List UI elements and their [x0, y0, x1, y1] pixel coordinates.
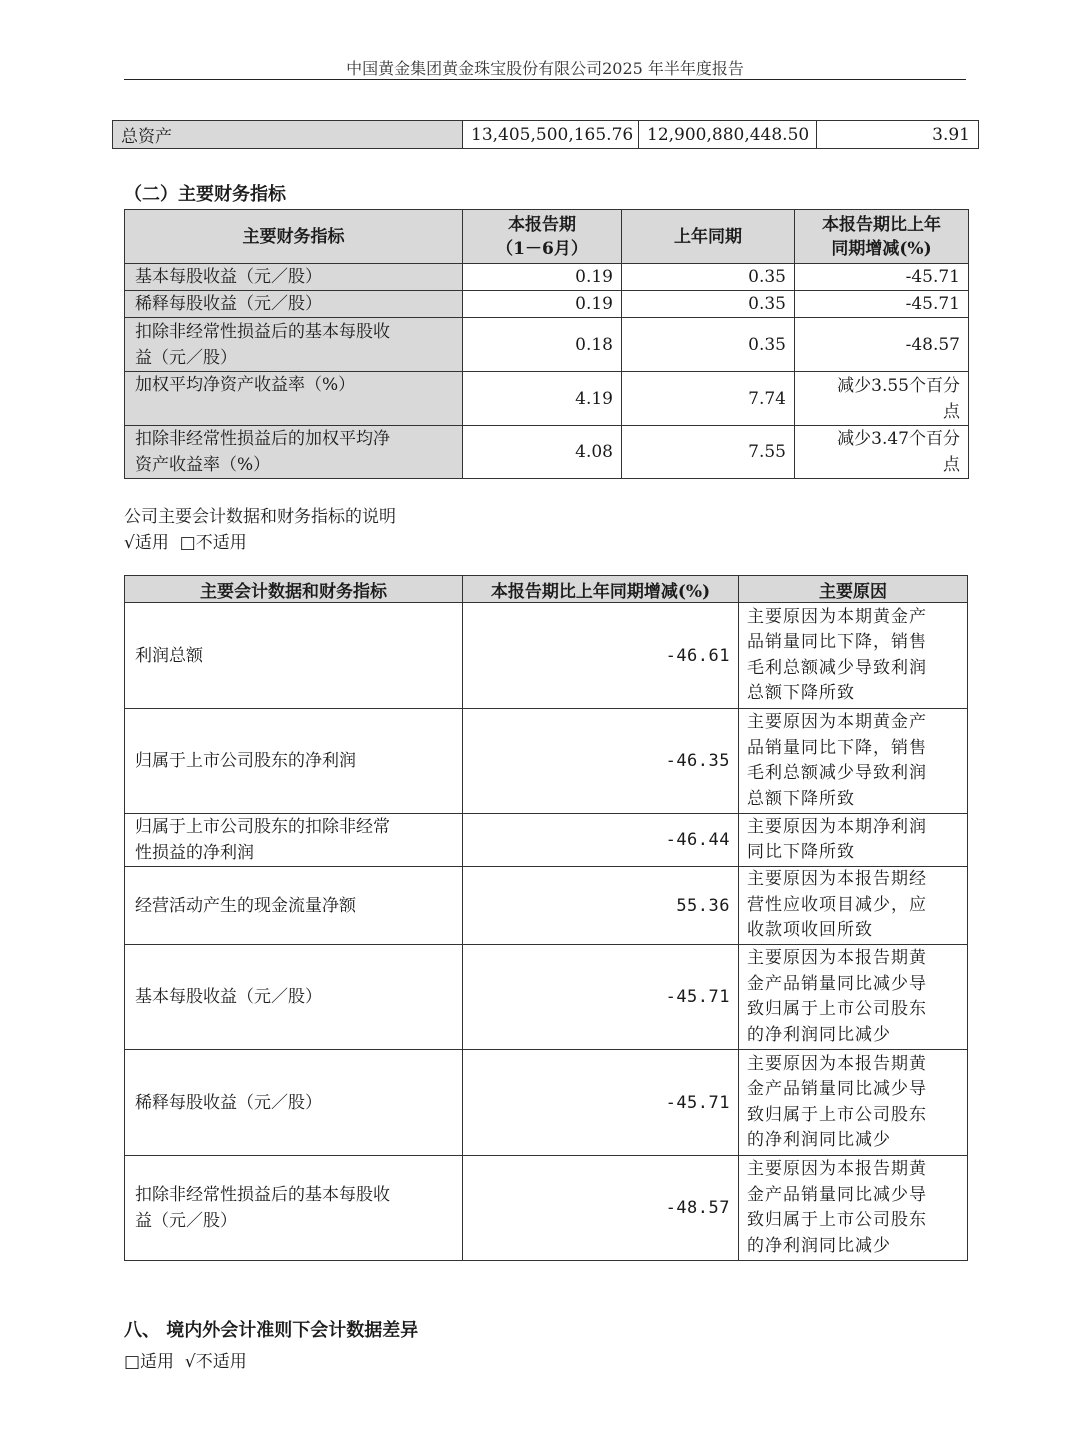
row-reason: [739, 709, 968, 814]
table-row: [113, 121, 979, 149]
table-row: [125, 1050, 968, 1156]
table-header-row: [125, 210, 969, 264]
table-row: [125, 1156, 968, 1261]
table-row: [125, 318, 969, 372]
row-current: 0.19: [463, 291, 622, 318]
row-change-line1: 减少3.47个百分: [837, 429, 960, 449]
total-assets-current: 13,405,500,165.76: [463, 121, 639, 149]
total-assets-previous: 12,900,880,448.50: [639, 121, 817, 149]
section8-applicable: □适用: [124, 1352, 175, 1372]
reason-line: 金产品销量同比减少导: [747, 973, 927, 994]
row-change: -48.57: [795, 318, 969, 372]
header-rule: [124, 79, 966, 80]
row-label-line1: 扣除非经常性损益后的加权平均净: [135, 429, 390, 449]
reason-line: 同比下降所致: [747, 842, 855, 862]
reason-line: 总额下降所致: [747, 788, 855, 809]
reason-line: 品销量同比下降，销售: [747, 632, 927, 652]
row-change: -46.61: [463, 603, 739, 709]
row-change-line2: 点: [943, 401, 960, 422]
row-label: 稀释每股收益（元／股）: [125, 1050, 463, 1156]
col-header-reason: 主要原因: [739, 576, 968, 603]
explanation-not-applicable: □不适用: [179, 533, 247, 553]
reason-line: 主要原因为本期黄金产: [747, 606, 927, 627]
row-change: -46.35: [463, 709, 739, 814]
col-header-change-line1: 本报告期比上年: [822, 214, 941, 235]
row-label-line2: 资产收益率（%）: [135, 455, 271, 475]
row-label: 稀释每股收益（元／股）: [125, 291, 463, 318]
reason-line: 营性应收项目减少，应: [747, 894, 927, 915]
col-header-previous: 上年同期: [622, 210, 795, 264]
row-label: [125, 814, 463, 867]
total-assets-change: 3.91: [817, 121, 979, 149]
section8-options: [124, 1347, 247, 1372]
row-change: -45.71: [795, 291, 969, 318]
row-change: -46.44: [463, 814, 739, 867]
explanation-applicable: √适用: [124, 533, 169, 553]
reason-line: 主要原因为本报告期黄: [747, 1159, 927, 1179]
row-label: 基本每股收益（元／股）: [125, 945, 463, 1050]
row-label: 基本每股收益（元／股）: [125, 264, 463, 291]
row-previous: 0.35: [622, 291, 795, 318]
row-label: [125, 1156, 463, 1261]
table-row: [125, 709, 968, 814]
explanation-title: 公司主要会计数据和财务指标的说明: [124, 507, 396, 527]
reason-line: 致归属于上市公司股东: [747, 1104, 927, 1125]
table-row: [125, 945, 968, 1050]
reason-line: 致归属于上市公司股东: [747, 999, 927, 1019]
row-change: -45.71: [795, 264, 969, 291]
reason-line: 金产品销量同比减少导: [747, 1079, 927, 1099]
row-previous: 0.35: [622, 318, 795, 372]
row-label-line1: 扣除非经常性损益后的基本每股收: [135, 1185, 390, 1205]
section-title-accounting-differences: 八、 境内外会计准则下会计数据差异: [124, 1320, 419, 1341]
explanation-options: [124, 528, 247, 553]
row-label: 利润总额: [125, 603, 463, 709]
row-reason: [739, 1156, 968, 1261]
table-row: [125, 867, 968, 945]
reason-line: 主要原因为本报告期黄: [747, 1053, 927, 1074]
table-row: [125, 291, 969, 318]
row-label-line1: 扣除非经常性损益后的基本每股收: [135, 321, 390, 342]
reason-line: 毛利总额减少导致利润: [747, 763, 927, 783]
total-assets-table: [112, 120, 979, 149]
col-header-current: [463, 210, 622, 264]
row-label-line2: 益（元／股）: [135, 1211, 237, 1231]
row-label: 经营活动产生的现金流量净额: [125, 867, 463, 945]
table-row: [125, 264, 969, 291]
row-change: -45.71: [463, 945, 739, 1050]
reason-line: 主要原因为本报告期黄: [747, 948, 927, 968]
table-row: [125, 426, 969, 479]
row-current: 4.08: [463, 426, 622, 479]
col-header-change: 本报告期比上年同期增减(%): [463, 576, 739, 603]
col-header-indicator: 主要会计数据和财务指标: [125, 576, 463, 603]
reason-line: 的净利润同比减少: [747, 1130, 891, 1150]
col-header-current-line1: 本报告期: [508, 214, 576, 235]
row-current: 0.19: [463, 264, 622, 291]
row-reason: [739, 945, 968, 1050]
col-header-current-line2: （1－6月）: [496, 238, 588, 259]
row-reason: [739, 603, 968, 709]
row-label-line2: 益（元／股）: [135, 347, 237, 368]
reason-line: 主要原因为本期黄金产: [747, 712, 927, 732]
reason-line: 主要原因为本报告期经: [747, 869, 927, 890]
table-header-row: [125, 576, 968, 603]
reason-line: 主要原因为本期净利润: [747, 816, 927, 837]
financial-indicators-table: [124, 209, 969, 479]
reason-line: 毛利总额减少导致利润: [747, 657, 927, 678]
reason-line: 总额下降所致: [747, 683, 855, 703]
row-change-line2: 点: [943, 455, 960, 475]
row-current: 0.18: [463, 318, 622, 372]
row-label: [125, 318, 463, 372]
row-change: [795, 372, 969, 426]
table-row: [125, 372, 969, 426]
reason-line: 致归属于上市公司股东: [747, 1210, 927, 1230]
section-title-financial-indicators: （二）主要财务指标: [124, 184, 286, 205]
section8-not-applicable: √不适用: [184, 1352, 247, 1372]
row-current: 4.19: [463, 372, 622, 426]
reason-line: 收款项收回所致: [747, 920, 873, 941]
total-assets-label: 总资产: [113, 121, 463, 149]
row-change: -45.71: [463, 1050, 739, 1156]
report-header: 中国黄金集团黄金珠宝股份有限公司2025 年半年度报告: [346, 59, 744, 78]
row-previous: 7.74: [622, 372, 795, 426]
explanation-table: [124, 575, 968, 1261]
row-reason: [739, 814, 968, 867]
table-row: [125, 603, 968, 709]
row-label: [125, 426, 463, 479]
col-header-indicator: 主要财务指标: [125, 210, 463, 264]
row-previous: 7.55: [622, 426, 795, 479]
row-change: [795, 426, 969, 479]
reason-line: 品销量同比下降，销售: [747, 737, 927, 758]
table-row: [125, 814, 968, 867]
reason-line: 金产品销量同比减少导: [747, 1184, 927, 1205]
row-label: 归属于上市公司股东的净利润: [125, 709, 463, 814]
row-label-line2: 性损益的净利润: [135, 843, 254, 863]
row-reason: [739, 867, 968, 945]
row-change: -48.57: [463, 1156, 739, 1261]
row-previous: 0.35: [622, 264, 795, 291]
row-label-line1: 归属于上市公司股东的扣除非经常: [135, 817, 390, 837]
row-change: 55.36: [463, 867, 739, 945]
col-header-change: [795, 210, 969, 264]
reason-line: 的净利润同比减少: [747, 1235, 891, 1256]
col-header-change-line2: 同期增减(%): [831, 238, 932, 259]
reason-line: 的净利润同比减少: [747, 1024, 891, 1045]
row-reason: [739, 1050, 968, 1156]
row-label: 加权平均净资产收益率（%）: [125, 372, 463, 426]
row-change-line1: 减少3.55个百分: [837, 375, 960, 396]
